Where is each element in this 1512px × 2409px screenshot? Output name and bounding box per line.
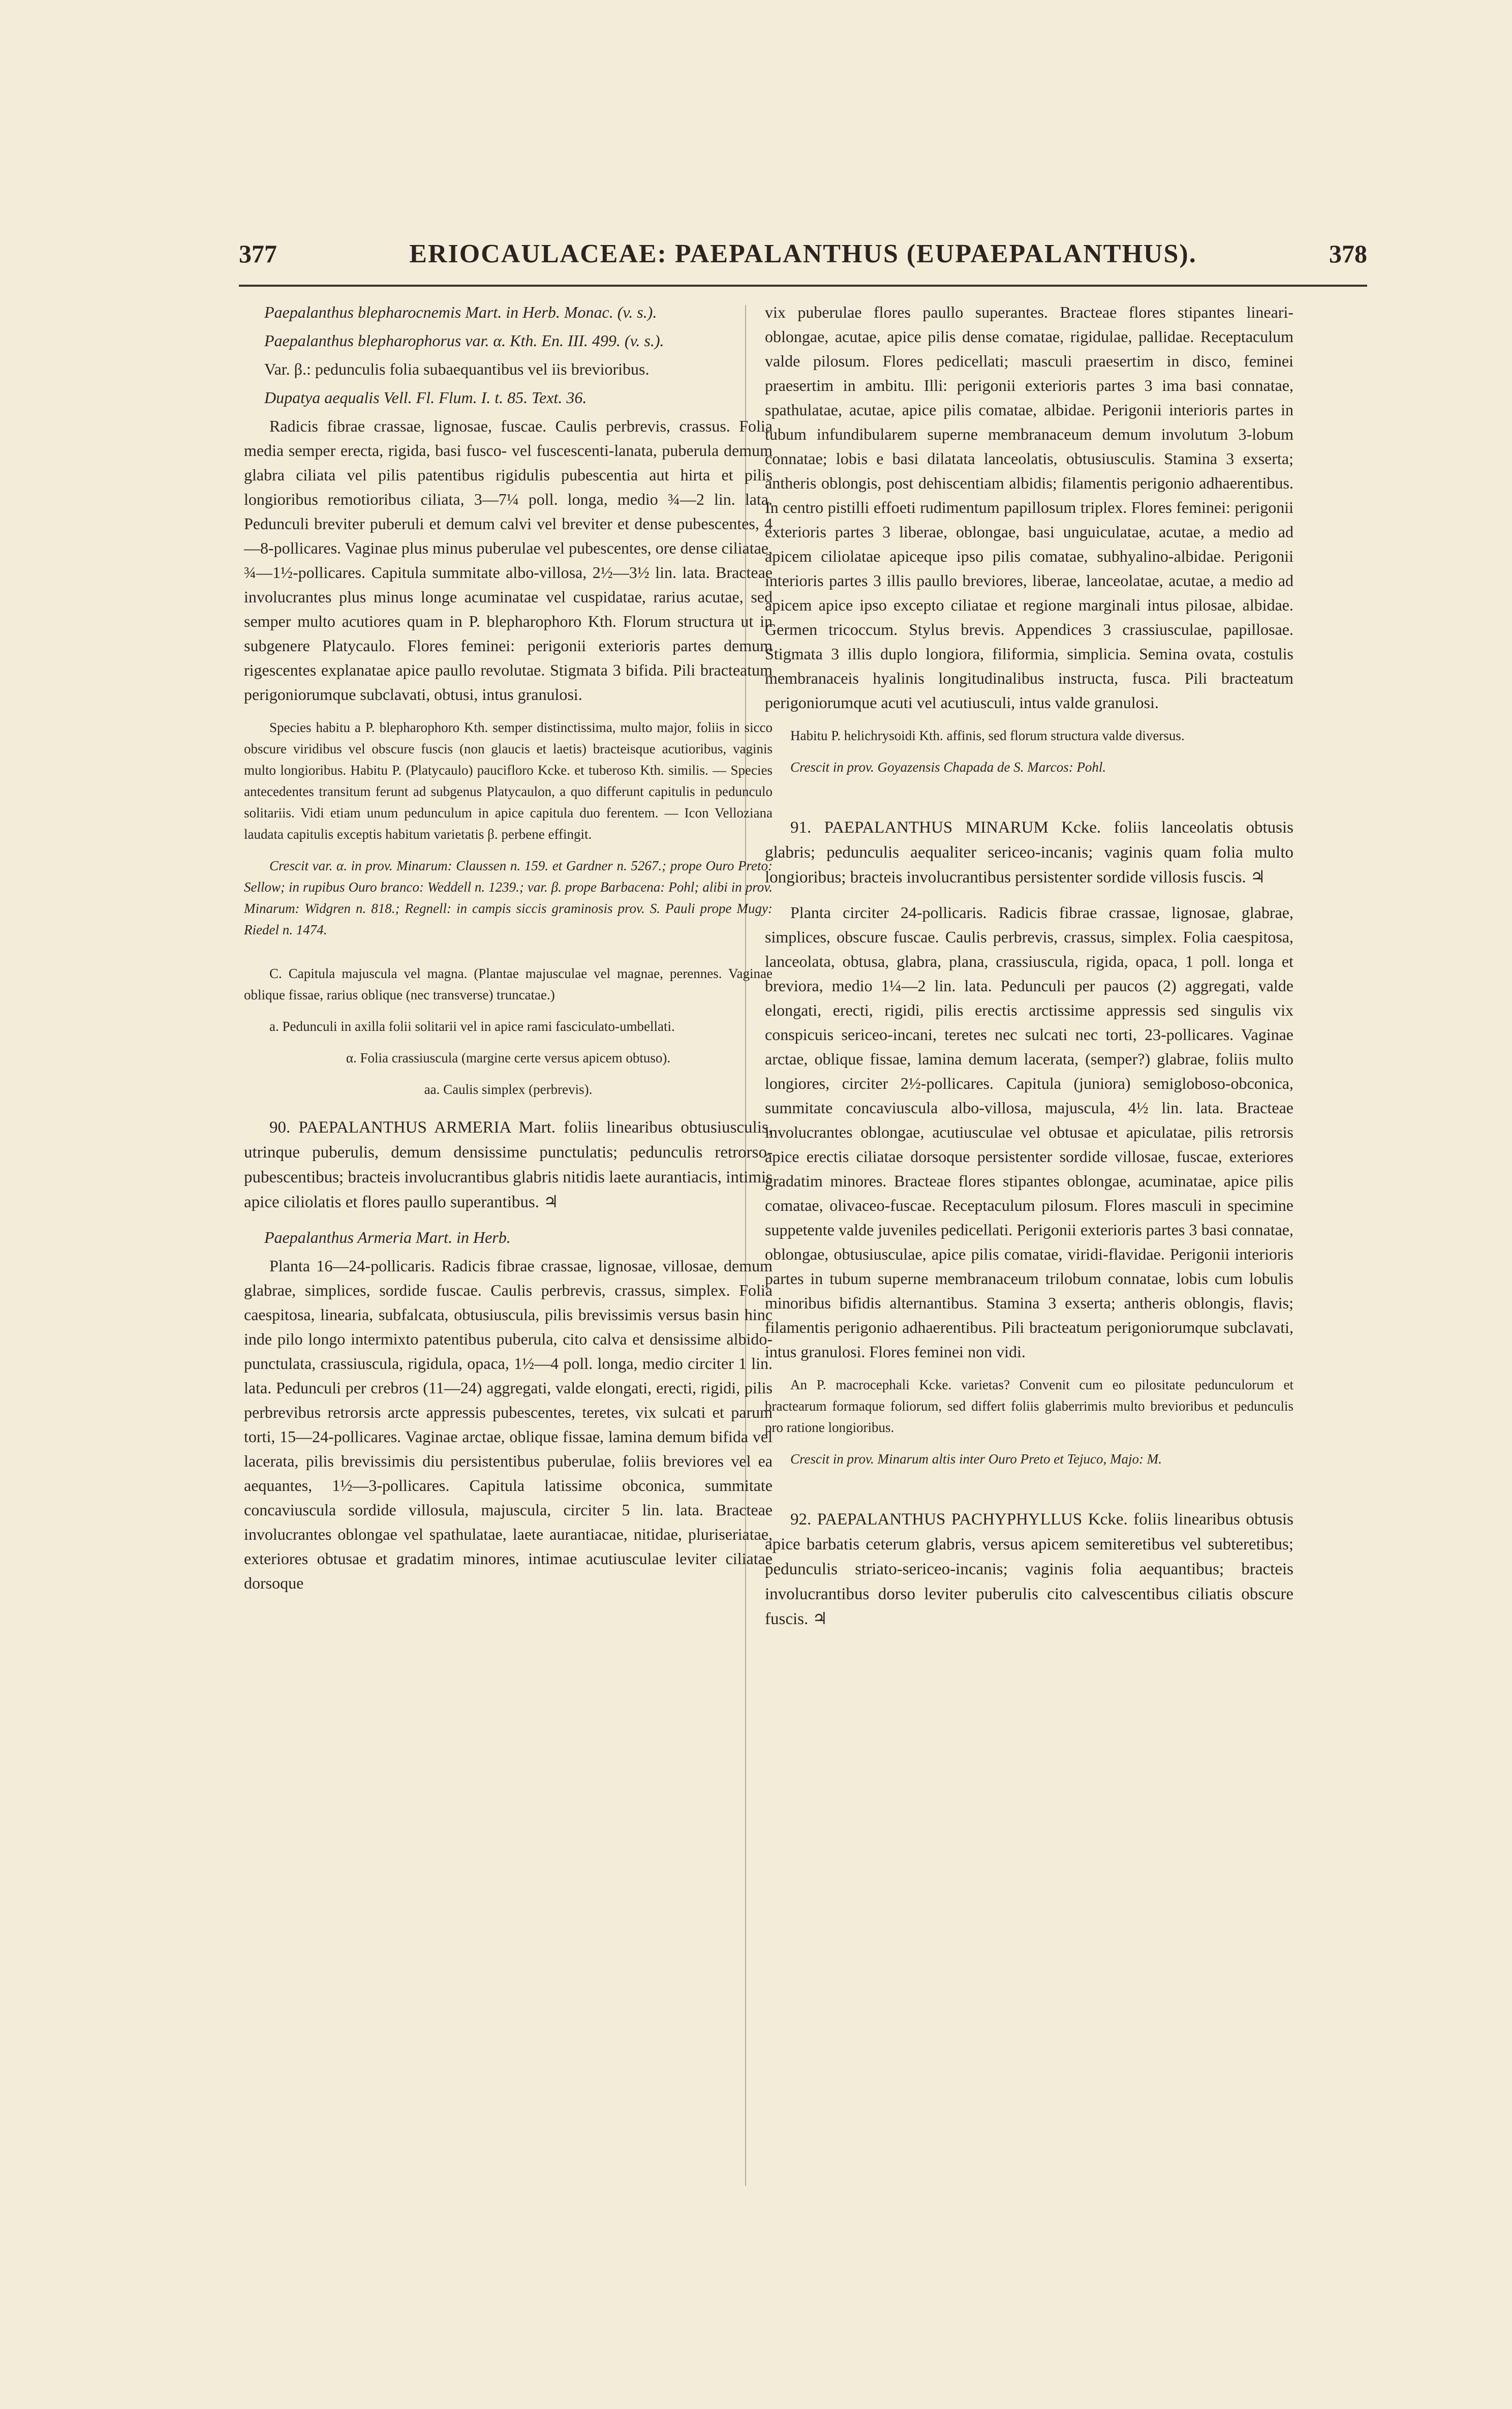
description: Planta 16—24-pollicaris. Radicis fibrae crassae, lignosae, villosae, demum glabrae, simplices, sordide fuscae. Caulis perbrevis, crassus, simplex. Folia caespitosa, linearia, subfalcata, obtusiuscula, pilis brevissimis versus basin hinc inde pilo longo intermixto patentibus puberula, cito calva et densissime albido-punctulata, crassiuscula, rigidula, opaca, 1½—4 poll. longa, medio circiter 1 lin. lata. Pedunculi per crebros (11—24) aggregati, valde elongati, erecti, rigidi, pilis perbrevibus retrorsis arcte appressis pubescentes, teretes, vix sulcati et parum torti, 15—24-pollicares. Vaginae arctae, oblique fissae, lamina demum bifida vel lacerata, pilis brevissimis diu persistentibus puberulae, foliis breviores vel ea aequantes, 1½—3-pollicares. Capitula latissime obconica, summitate concaviuscula sordide villosula, majuscula, circiter 5 lin. lata. Bracteae involucrantes oblongae vel spathulatae, laete aurantiacae, nitidae, pluriseriatae, exteriores obtusae et gradatim minores, intimae acutiusculae leviter ciliatae dorsoque	[244, 1257, 773, 1592]
remark: Species habitu a P. blepharophoro Kth. semper distinctissima, multo major, foliis in sicco obscure viridibus vel obscure fuscis (non glaucis et laetis) bracteisque acutioribus, vaginis multo longioribus. Habitu P. (Platycaulo) paucifloro Kcke. et tuberoso Kth. similis. — Species antecedentes transitum ferunt ad subgenus Platycaulon, a quo differunt capitulis in pedunculo solitariis. Vidi etiam unum pedunculum in apice capitula duo ferentem. — Icon Velloziana laudata capitulis exceptis habitum varietatis β. perbene effingit.	[244, 720, 773, 842]
synonym: Paepalanthus blepharocnemis Mart. in Herb. Monac. (v. s.).	[264, 303, 657, 321]
locality: Crescit var. α. in prov. Minarum: Claussen n. 159. et Gardner n. 5267.; prope Ouro Preto: Sellow; in rupibus Ouro branco: Weddell n. 1239.; var. β. prope Barbacena: Pohl; alibi in prov. Minarum: Widgren n. 818.; Regnell: in campis siccis graminosis prov. S. Pauli prope Mugy: Riedel n. 1474.	[244, 858, 773, 937]
species-heading: 92. PAEPALANTHUS PACHYPHYLLUS Kcke. foliis linearibus obtusis apice barbatis ceterum glabris, versus apicem semiteretibus vel subteretibus; pedunculis striato-sericeo-incanis; vaginis folia aequantibus; bracteis involucrantibus dorso leviter puberulis cito calvescentibus ciliatis obscure fuscis. ♃	[765, 1510, 1293, 1628]
locality: Crescit in prov. Goyazensis Chapada de S. Marcos: Pohl.	[790, 759, 1106, 775]
variety: Var. β.: pedunculis folia subaequantibus vel iis brevioribus.	[264, 360, 650, 378]
description: vix puberulae flores paullo superantes. Bracteae flores stipantes lineari-oblongae, acutae, apice pilis dense comatae, rigidulae, pallidae. Receptaculum valde pilosum. Flores pedicellati; masculi praesertim in disco, feminei praesertim in ambitu. Illi: perigonii exterioris partes 3 ima basi connatae, spathulatae, acutae, apice pilis comatae, albidae. Perigonii interioris partes in tubum infundibularem superne membranaceum demum involutum 3-lobum connatae; lobis e basi dilatata lanceolatis, obtusiusculis. Stamina 3 exserta; antheris oblongis, post dehiscentiam albidis; filamentis perigonio adhaerentibus. In centro pistilli effoeti rudimentum papillosum triplex. Flores feminei: perigonii exterioris partes 3 liberae, oblongae, basi unguiculatae, acutae, a medio ad apicem ciliolatae apiceque ipso pilis comatae, subhyalino-albidae. Perigonii interioris partes 3 illis paullo breviores, liberae, lanceolatae, acutae, a medio ad apicem apice ipso excepto ciliatae et regione marginali intus pilosae, albidae. Germen tricoccum. Stylus brevis. Appendices 3 crassiusculae, papillosae. Stigmata 3 illis duplo longiora, filiformia, simplicia. Semina ovata, costulis membranaceis hyalinis longitudinalibus instructa, fusca. Pili bracteatum perigoniorumque acuti vel acutiusculi, intus valde granulosi.	[765, 303, 1293, 712]
species-heading: 90. PAEPALANTHUS ARMERIA Mart. foliis linearibus obtusiusculis, utrinque puberulis, demum densissime punctulatis; pedunculis retrorso-pubescentibus; bracteis involucrantibus glabris nitidis laete aurantiacis, intimis apice ciliolatis et flores paullo superantibus. ♃	[244, 1118, 773, 1211]
header-rule	[239, 285, 1367, 287]
right-column	[765, 300, 1293, 1642]
synonym: Paepalanthus Armeria Mart. in Herb.	[264, 1228, 511, 1246]
page-number-right: 378	[1329, 239, 1367, 268]
key-entry: α. Folia crassiuscula (margine certe versus apicem obtuso).	[346, 1050, 671, 1065]
remark: An P. macrocephali Kcke. varietas? Convenit cum eo pilositate pedunculorum et bractearum formaque foliorum, sed differt foliis glaberrimis multo brevioribus et pedunculis pro ratione longioribus.	[765, 1377, 1293, 1435]
key-entry: C. Capitula majuscula vel magna. (Plantae majusculae vel magnae, perennes. Vaginae oblique fissae, rarius oblique (nec transverse) truncatae.)	[244, 966, 773, 1002]
remark: Habitu P. helichrysoidi Kth. affinis, sed florum structura valde diversus.	[790, 728, 1185, 743]
page-number-left: 377	[239, 239, 277, 268]
key-entry: aa. Caulis simplex (perbrevis).	[424, 1082, 593, 1097]
key-entry: a. Pedunculi in axilla folii solitarii vel in apice rami fasciculato-umbellati.	[269, 1019, 675, 1034]
left-column	[244, 300, 773, 1605]
description: Radicis fibrae crassae, lignosae, fuscae. Caulis perbrevis, crassus. Folia media semper erecta, rigida, basi fusco- vel fuscescenti-lanata, puberula demum glabra ciliata vel pilis patentibus rigidulis pubescentia aut hirta et pilis longioribus remotioribus ciliata, 3—7¼ poll. longa, medio ¾—2 lin. lata. Pedunculi breviter puberuli et demum calvi vel breviter et dense pubescentes, 4—8-pollicares. Vaginae plus minus puberulae vel pubescentes, ore dense ciliatae, ¾—1½-pollicares. Capitula summitate albo-villosa, 2½—3½ lin. lata. Bracteae involucrantes plus minus longe acuminatae vel cuspidatae, rarius acutae, sed semper multo acutiores quam in P. blepharophoro Kth. Florum structura ut in subgenere Platycaulo. Flores feminei: perigonii exterioris partes demum rigescentes explanatae apice paullo revolutae. Stigmata 3 bifida. Pili bracteatum perigoniorumque subclavati, obtusi, intus granulosi.	[244, 417, 773, 704]
species-heading: 91. PAEPALANTHUS MINARUM Kcke. foliis lanceolatis obtusis glabris; pedunculis aequaliter sericeo-incanis; vaginis quam folia multo longioribus; bracteis involucrantibus persistenter sordide villosis fuscis. ♃	[765, 818, 1293, 887]
synonym: Paepalanthus blepharophorus var. α. Kth. En. III. 499. (v. s.).	[264, 331, 664, 350]
locality: Crescit in prov. Minarum altis inter Ouro Preto et Tejuco, Majo: M.	[790, 1451, 1162, 1467]
description: Planta circiter 24-pollicaris. Radicis fibrae crassae, lignosae, glabrae, simplices, obscure fuscae. Caulis perbrevis, crassus, simplex. Folia caespitosa, lanceolata, obtusa, glabra, plana, crassiuscula, rigida, opaca, 1 poll. longa et breviora, medio 1¼—2 lin. lata. Pedunculi per paucos (2) aggregati, valde elongati, erecti, rigidi, pilis erectis arctissime appressis sed singulis vix conspicuis sericeo-incani, teretes nec sulcati nec torti, 23-pollicares. Vaginae arctae, oblique fissae, lamina demum lacerata, (semper?) glabrae, foliis multo longiores, circiter 2½-pollicares. Capitula (juniora) semigloboso-obconica, summitate concaviuscula albo-villosa, majuscula, 4½ lin. lata. Bracteae involucrantes oblongae, acutiusculae vel obtusae et apiculatae, pilis retrorsis apice erectis ciliatae dorsoque persistenter sordide villosae, fuscae, exteriores gradatim minores. Bracteae flores stipantes oblongae, acuminatae, apice pilis comatae, olivaceo-fuscae. Receptaculum pilosum. Flores masculi in specimine suppetente valde juveniles pedicellati. Perigonii exterioris partes 3 basi connatae, oblongae, obtusiusculae, apice pilis comatae, viridi-flavidae. Perigonii interioris partes in tubum superne membranaceum trilobum connatae, lobis cum lobulis minoribus bifidis alternantibus. Stamina 3 exserta; antheris oblongis, flavis; filamentis perigonio adhaerentibus. Pili bracteatum perigoniorumque subclavati, intus granulosi. Flores feminei non vidi.	[765, 903, 1293, 1361]
synonym: Dupatya aequalis Vell. Fl. Flum. I. t. 85. Text. 36.	[264, 388, 587, 407]
running-title: ERIOCAULACEAE: PAEPALANTHUS (EUPAEPALANTHUS).	[409, 239, 1197, 268]
page-header	[239, 239, 1367, 280]
